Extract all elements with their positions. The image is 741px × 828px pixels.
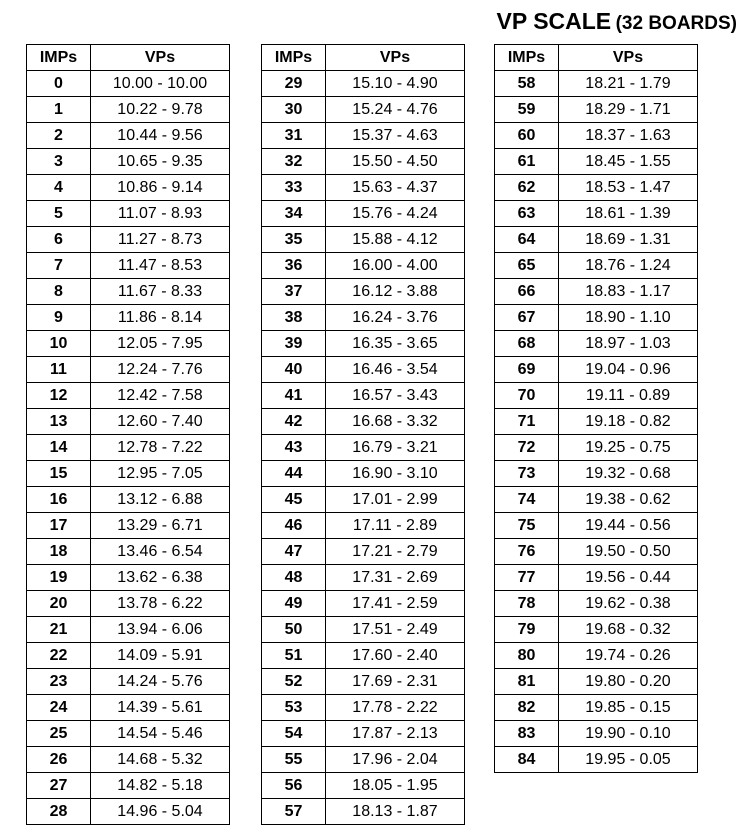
vps-cell: 12.24 - 7.76 bbox=[91, 357, 230, 383]
vps-cell: 10.22 - 9.78 bbox=[91, 97, 230, 123]
imps-cell: 16 bbox=[27, 487, 91, 513]
table-row bbox=[27, 383, 230, 409]
imps-cell: 5 bbox=[27, 201, 91, 227]
table-row bbox=[262, 565, 465, 591]
table-row bbox=[27, 305, 230, 331]
imps-cell: 27 bbox=[27, 773, 91, 799]
imps-cell: 82 bbox=[495, 695, 559, 721]
imps-cell: 8 bbox=[27, 279, 91, 305]
imps-header: IMPs bbox=[27, 45, 91, 71]
imps-cell: 11 bbox=[27, 357, 91, 383]
vps-cell: 14.82 - 5.18 bbox=[91, 773, 230, 799]
vps-cell: 19.11 - 0.89 bbox=[559, 383, 698, 409]
vps-cell: 15.63 - 4.37 bbox=[326, 175, 465, 201]
vps-cell: 17.01 - 2.99 bbox=[326, 487, 465, 513]
table-row bbox=[27, 357, 230, 383]
imps-cell: 60 bbox=[495, 123, 559, 149]
table-row bbox=[27, 435, 230, 461]
vps-cell: 18.76 - 1.24 bbox=[559, 253, 698, 279]
imps-cell: 2 bbox=[27, 123, 91, 149]
vps-cell: 17.60 - 2.40 bbox=[326, 643, 465, 669]
vps-cell: 13.46 - 6.54 bbox=[91, 539, 230, 565]
vps-cell: 12.95 - 7.05 bbox=[91, 461, 230, 487]
table-row bbox=[27, 799, 230, 825]
table-row bbox=[262, 721, 465, 747]
imps-cell: 45 bbox=[262, 487, 326, 513]
imps-cell: 14 bbox=[27, 435, 91, 461]
vps-cell: 11.07 - 8.93 bbox=[91, 201, 230, 227]
page-title bbox=[497, 6, 737, 40]
vps-cell: 16.46 - 3.54 bbox=[326, 357, 465, 383]
table-row bbox=[262, 617, 465, 643]
vps-cell: 15.10 - 4.90 bbox=[326, 71, 465, 97]
imps-cell: 40 bbox=[262, 357, 326, 383]
table-row bbox=[262, 513, 465, 539]
imps-cell: 38 bbox=[262, 305, 326, 331]
vps-header: VPs bbox=[559, 45, 698, 71]
imps-cell: 66 bbox=[495, 279, 559, 305]
vps-cell: 15.76 - 4.24 bbox=[326, 201, 465, 227]
vps-cell: 15.50 - 4.50 bbox=[326, 149, 465, 175]
table-row bbox=[495, 357, 698, 383]
imps-cell: 62 bbox=[495, 175, 559, 201]
table-row bbox=[262, 435, 465, 461]
imps-cell: 70 bbox=[495, 383, 559, 409]
table-row bbox=[495, 97, 698, 123]
table-row bbox=[27, 175, 230, 201]
table-row bbox=[495, 331, 698, 357]
imps-cell: 79 bbox=[495, 617, 559, 643]
table-row bbox=[262, 773, 465, 799]
imps-cell: 43 bbox=[262, 435, 326, 461]
imps-cell: 52 bbox=[262, 669, 326, 695]
table-row bbox=[27, 513, 230, 539]
vps-cell: 19.50 - 0.50 bbox=[559, 539, 698, 565]
table-row bbox=[495, 461, 698, 487]
vps-cell: 19.04 - 0.96 bbox=[559, 357, 698, 383]
vps-cell: 16.57 - 3.43 bbox=[326, 383, 465, 409]
vps-cell: 19.25 - 0.75 bbox=[559, 435, 698, 461]
vps-cell: 12.42 - 7.58 bbox=[91, 383, 230, 409]
table-row bbox=[27, 201, 230, 227]
vps-header: VPs bbox=[326, 45, 465, 71]
vp-scale-table-1 bbox=[26, 44, 230, 825]
imps-cell: 15 bbox=[27, 461, 91, 487]
title-main: VP SCALE bbox=[496, 8, 612, 34]
vps-cell: 17.96 - 2.04 bbox=[326, 747, 465, 773]
table-row bbox=[495, 539, 698, 565]
vps-cell: 19.32 - 0.68 bbox=[559, 461, 698, 487]
imps-cell: 28 bbox=[27, 799, 91, 825]
vps-cell: 15.24 - 4.76 bbox=[326, 97, 465, 123]
table-row bbox=[495, 305, 698, 331]
vps-cell: 18.83 - 1.17 bbox=[559, 279, 698, 305]
imps-cell: 13 bbox=[27, 409, 91, 435]
imps-cell: 23 bbox=[27, 669, 91, 695]
vps-cell: 19.74 - 0.26 bbox=[559, 643, 698, 669]
table-row bbox=[495, 435, 698, 461]
vps-cell: 19.95 - 0.05 bbox=[559, 747, 698, 773]
vps-cell: 16.90 - 3.10 bbox=[326, 461, 465, 487]
table-row bbox=[495, 409, 698, 435]
vps-cell: 19.44 - 0.56 bbox=[559, 513, 698, 539]
table-row bbox=[495, 201, 698, 227]
table-row bbox=[27, 591, 230, 617]
imps-cell: 0 bbox=[27, 71, 91, 97]
imps-cell: 32 bbox=[262, 149, 326, 175]
imps-cell: 74 bbox=[495, 487, 559, 513]
imps-cell: 64 bbox=[495, 227, 559, 253]
table-row bbox=[27, 643, 230, 669]
imps-cell: 21 bbox=[27, 617, 91, 643]
imps-cell: 48 bbox=[262, 565, 326, 591]
imps-cell: 6 bbox=[27, 227, 91, 253]
table-row bbox=[27, 331, 230, 357]
imps-cell: 3 bbox=[27, 149, 91, 175]
table-row bbox=[495, 487, 698, 513]
imps-cell: 4 bbox=[27, 175, 91, 201]
table-row bbox=[262, 383, 465, 409]
table-row bbox=[27, 617, 230, 643]
vps-cell: 18.45 - 1.55 bbox=[559, 149, 698, 175]
table-row bbox=[27, 253, 230, 279]
header-row bbox=[27, 45, 230, 71]
vps-cell: 17.51 - 2.49 bbox=[326, 617, 465, 643]
imps-cell: 71 bbox=[495, 409, 559, 435]
imps-cell: 18 bbox=[27, 539, 91, 565]
imps-cell: 50 bbox=[262, 617, 326, 643]
imps-cell: 84 bbox=[495, 747, 559, 773]
imps-cell: 12 bbox=[27, 383, 91, 409]
imps-cell: 36 bbox=[262, 253, 326, 279]
table-row bbox=[495, 591, 698, 617]
table-row bbox=[495, 513, 698, 539]
table-row bbox=[262, 97, 465, 123]
table-row bbox=[262, 669, 465, 695]
vps-cell: 17.69 - 2.31 bbox=[326, 669, 465, 695]
imps-cell: 41 bbox=[262, 383, 326, 409]
vps-cell: 12.60 - 7.40 bbox=[91, 409, 230, 435]
table-row bbox=[495, 227, 698, 253]
table-row bbox=[495, 565, 698, 591]
imps-cell: 29 bbox=[262, 71, 326, 97]
table-row bbox=[262, 305, 465, 331]
header-row bbox=[495, 45, 698, 71]
imps-cell: 9 bbox=[27, 305, 91, 331]
vps-cell: 19.38 - 0.62 bbox=[559, 487, 698, 513]
table-row bbox=[262, 175, 465, 201]
vps-cell: 16.35 - 3.65 bbox=[326, 331, 465, 357]
table-row bbox=[495, 383, 698, 409]
imps-cell: 25 bbox=[27, 721, 91, 747]
imps-cell: 72 bbox=[495, 435, 559, 461]
imps-cell: 22 bbox=[27, 643, 91, 669]
imps-cell: 75 bbox=[495, 513, 559, 539]
imps-cell: 37 bbox=[262, 279, 326, 305]
table-row bbox=[495, 71, 698, 97]
vps-cell: 15.88 - 4.12 bbox=[326, 227, 465, 253]
table-row bbox=[495, 175, 698, 201]
vps-cell: 10.86 - 9.14 bbox=[91, 175, 230, 201]
table-row bbox=[262, 227, 465, 253]
imps-cell: 68 bbox=[495, 331, 559, 357]
table-row bbox=[262, 331, 465, 357]
imps-cell: 57 bbox=[262, 799, 326, 825]
vps-cell: 11.47 - 8.53 bbox=[91, 253, 230, 279]
imps-cell: 34 bbox=[262, 201, 326, 227]
table-row bbox=[262, 409, 465, 435]
header-row bbox=[262, 45, 465, 71]
vps-cell: 17.11 - 2.89 bbox=[326, 513, 465, 539]
table-row bbox=[495, 149, 698, 175]
table-row bbox=[27, 773, 230, 799]
imps-cell: 42 bbox=[262, 409, 326, 435]
vps-cell: 16.79 - 3.21 bbox=[326, 435, 465, 461]
table-row bbox=[27, 461, 230, 487]
imps-cell: 73 bbox=[495, 461, 559, 487]
vps-cell: 14.54 - 5.46 bbox=[91, 721, 230, 747]
imps-cell: 24 bbox=[27, 695, 91, 721]
vps-cell: 13.94 - 6.06 bbox=[91, 617, 230, 643]
table-row bbox=[27, 279, 230, 305]
vps-cell: 18.69 - 1.31 bbox=[559, 227, 698, 253]
imps-cell: 46 bbox=[262, 513, 326, 539]
vps-cell: 18.37 - 1.63 bbox=[559, 123, 698, 149]
imps-cell: 10 bbox=[27, 331, 91, 357]
imps-cell: 31 bbox=[262, 123, 326, 149]
vps-cell: 19.85 - 0.15 bbox=[559, 695, 698, 721]
table-row bbox=[262, 279, 465, 305]
vps-cell: 18.05 - 1.95 bbox=[326, 773, 465, 799]
imps-cell: 55 bbox=[262, 747, 326, 773]
vps-cell: 17.41 - 2.59 bbox=[326, 591, 465, 617]
vps-cell: 16.24 - 3.76 bbox=[326, 305, 465, 331]
vps-cell: 19.18 - 0.82 bbox=[559, 409, 698, 435]
imps-cell: 53 bbox=[262, 695, 326, 721]
vps-cell: 18.13 - 1.87 bbox=[326, 799, 465, 825]
vps-cell: 19.68 - 0.32 bbox=[559, 617, 698, 643]
imps-cell: 19 bbox=[27, 565, 91, 591]
imps-cell: 63 bbox=[495, 201, 559, 227]
vps-cell: 13.78 - 6.22 bbox=[91, 591, 230, 617]
vps-cell: 14.09 - 5.91 bbox=[91, 643, 230, 669]
vps-cell: 18.29 - 1.71 bbox=[559, 97, 698, 123]
table-row bbox=[262, 695, 465, 721]
title-subtitle: (32 BOARDS) bbox=[615, 13, 737, 34]
imps-cell: 65 bbox=[495, 253, 559, 279]
vps-cell: 17.87 - 2.13 bbox=[326, 721, 465, 747]
table-row bbox=[262, 487, 465, 513]
table-row bbox=[27, 409, 230, 435]
imps-cell: 80 bbox=[495, 643, 559, 669]
vps-cell: 16.00 - 4.00 bbox=[326, 253, 465, 279]
table-row bbox=[495, 669, 698, 695]
vps-cell: 19.80 - 0.20 bbox=[559, 669, 698, 695]
table-row bbox=[27, 721, 230, 747]
imps-cell: 17 bbox=[27, 513, 91, 539]
table-row bbox=[27, 149, 230, 175]
vps-cell: 17.31 - 2.69 bbox=[326, 565, 465, 591]
table-row bbox=[27, 97, 230, 123]
vp-scale-table-2 bbox=[261, 44, 465, 825]
imps-header: IMPs bbox=[495, 45, 559, 71]
vps-cell: 11.67 - 8.33 bbox=[91, 279, 230, 305]
vps-cell: 14.68 - 5.32 bbox=[91, 747, 230, 773]
table-row bbox=[495, 721, 698, 747]
table-row bbox=[262, 461, 465, 487]
table-row bbox=[495, 747, 698, 773]
vps-cell: 18.97 - 1.03 bbox=[559, 331, 698, 357]
imps-cell: 77 bbox=[495, 565, 559, 591]
vps-cell: 11.27 - 8.73 bbox=[91, 227, 230, 253]
vps-cell: 19.56 - 0.44 bbox=[559, 565, 698, 591]
vps-cell: 13.12 - 6.88 bbox=[91, 487, 230, 513]
imps-cell: 54 bbox=[262, 721, 326, 747]
vps-cell: 14.24 - 5.76 bbox=[91, 669, 230, 695]
vps-cell: 14.96 - 5.04 bbox=[91, 799, 230, 825]
table-row bbox=[262, 201, 465, 227]
vps-cell: 16.68 - 3.32 bbox=[326, 409, 465, 435]
table-row bbox=[495, 279, 698, 305]
vps-cell: 12.78 - 7.22 bbox=[91, 435, 230, 461]
vps-cell: 17.21 - 2.79 bbox=[326, 539, 465, 565]
imps-header: IMPs bbox=[262, 45, 326, 71]
vps-cell: 11.86 - 8.14 bbox=[91, 305, 230, 331]
vps-cell: 18.90 - 1.10 bbox=[559, 305, 698, 331]
imps-cell: 47 bbox=[262, 539, 326, 565]
table-row bbox=[262, 539, 465, 565]
vps-cell: 14.39 - 5.61 bbox=[91, 695, 230, 721]
imps-cell: 56 bbox=[262, 773, 326, 799]
table-row bbox=[27, 565, 230, 591]
vps-cell: 12.05 - 7.95 bbox=[91, 331, 230, 357]
vps-cell: 17.78 - 2.22 bbox=[326, 695, 465, 721]
imps-cell: 1 bbox=[27, 97, 91, 123]
table-row bbox=[262, 643, 465, 669]
table-row bbox=[262, 357, 465, 383]
table-row bbox=[262, 253, 465, 279]
imps-cell: 20 bbox=[27, 591, 91, 617]
imps-cell: 83 bbox=[495, 721, 559, 747]
imps-cell: 81 bbox=[495, 669, 559, 695]
imps-cell: 7 bbox=[27, 253, 91, 279]
table-row bbox=[262, 591, 465, 617]
table-row bbox=[495, 253, 698, 279]
table-row bbox=[262, 799, 465, 825]
table-row bbox=[262, 149, 465, 175]
vps-cell: 15.37 - 4.63 bbox=[326, 123, 465, 149]
vps-cell: 13.62 - 6.38 bbox=[91, 565, 230, 591]
vps-cell: 16.12 - 3.88 bbox=[326, 279, 465, 305]
table-row bbox=[27, 669, 230, 695]
table-row bbox=[27, 123, 230, 149]
table-row bbox=[495, 617, 698, 643]
imps-cell: 39 bbox=[262, 331, 326, 357]
table-row bbox=[27, 227, 230, 253]
vps-cell: 19.62 - 0.38 bbox=[559, 591, 698, 617]
table-row bbox=[27, 487, 230, 513]
imps-cell: 69 bbox=[495, 357, 559, 383]
vp-scale-table-3 bbox=[494, 44, 698, 773]
imps-cell: 59 bbox=[495, 97, 559, 123]
table-row bbox=[262, 71, 465, 97]
table-row bbox=[495, 643, 698, 669]
imps-cell: 26 bbox=[27, 747, 91, 773]
vps-cell: 10.00 - 10.00 bbox=[91, 71, 230, 97]
table-row bbox=[27, 747, 230, 773]
imps-cell: 49 bbox=[262, 591, 326, 617]
imps-cell: 67 bbox=[495, 305, 559, 331]
table-row bbox=[495, 123, 698, 149]
table-row bbox=[27, 695, 230, 721]
imps-cell: 78 bbox=[495, 591, 559, 617]
imps-cell: 33 bbox=[262, 175, 326, 201]
imps-cell: 58 bbox=[495, 71, 559, 97]
imps-cell: 44 bbox=[262, 461, 326, 487]
imps-cell: 30 bbox=[262, 97, 326, 123]
table-row bbox=[495, 695, 698, 721]
vps-cell: 18.21 - 1.79 bbox=[559, 71, 698, 97]
vps-cell: 19.90 - 0.10 bbox=[559, 721, 698, 747]
table-row bbox=[262, 747, 465, 773]
vps-cell: 10.44 - 9.56 bbox=[91, 123, 230, 149]
imps-cell: 51 bbox=[262, 643, 326, 669]
vps-cell: 18.61 - 1.39 bbox=[559, 201, 698, 227]
vps-cell: 13.29 - 6.71 bbox=[91, 513, 230, 539]
table-row bbox=[27, 71, 230, 97]
vps-cell: 10.65 - 9.35 bbox=[91, 149, 230, 175]
vps-cell: 18.53 - 1.47 bbox=[559, 175, 698, 201]
table-row bbox=[262, 123, 465, 149]
imps-cell: 76 bbox=[495, 539, 559, 565]
imps-cell: 35 bbox=[262, 227, 326, 253]
vps-header: VPs bbox=[91, 45, 230, 71]
imps-cell: 61 bbox=[495, 149, 559, 175]
table-row bbox=[27, 539, 230, 565]
